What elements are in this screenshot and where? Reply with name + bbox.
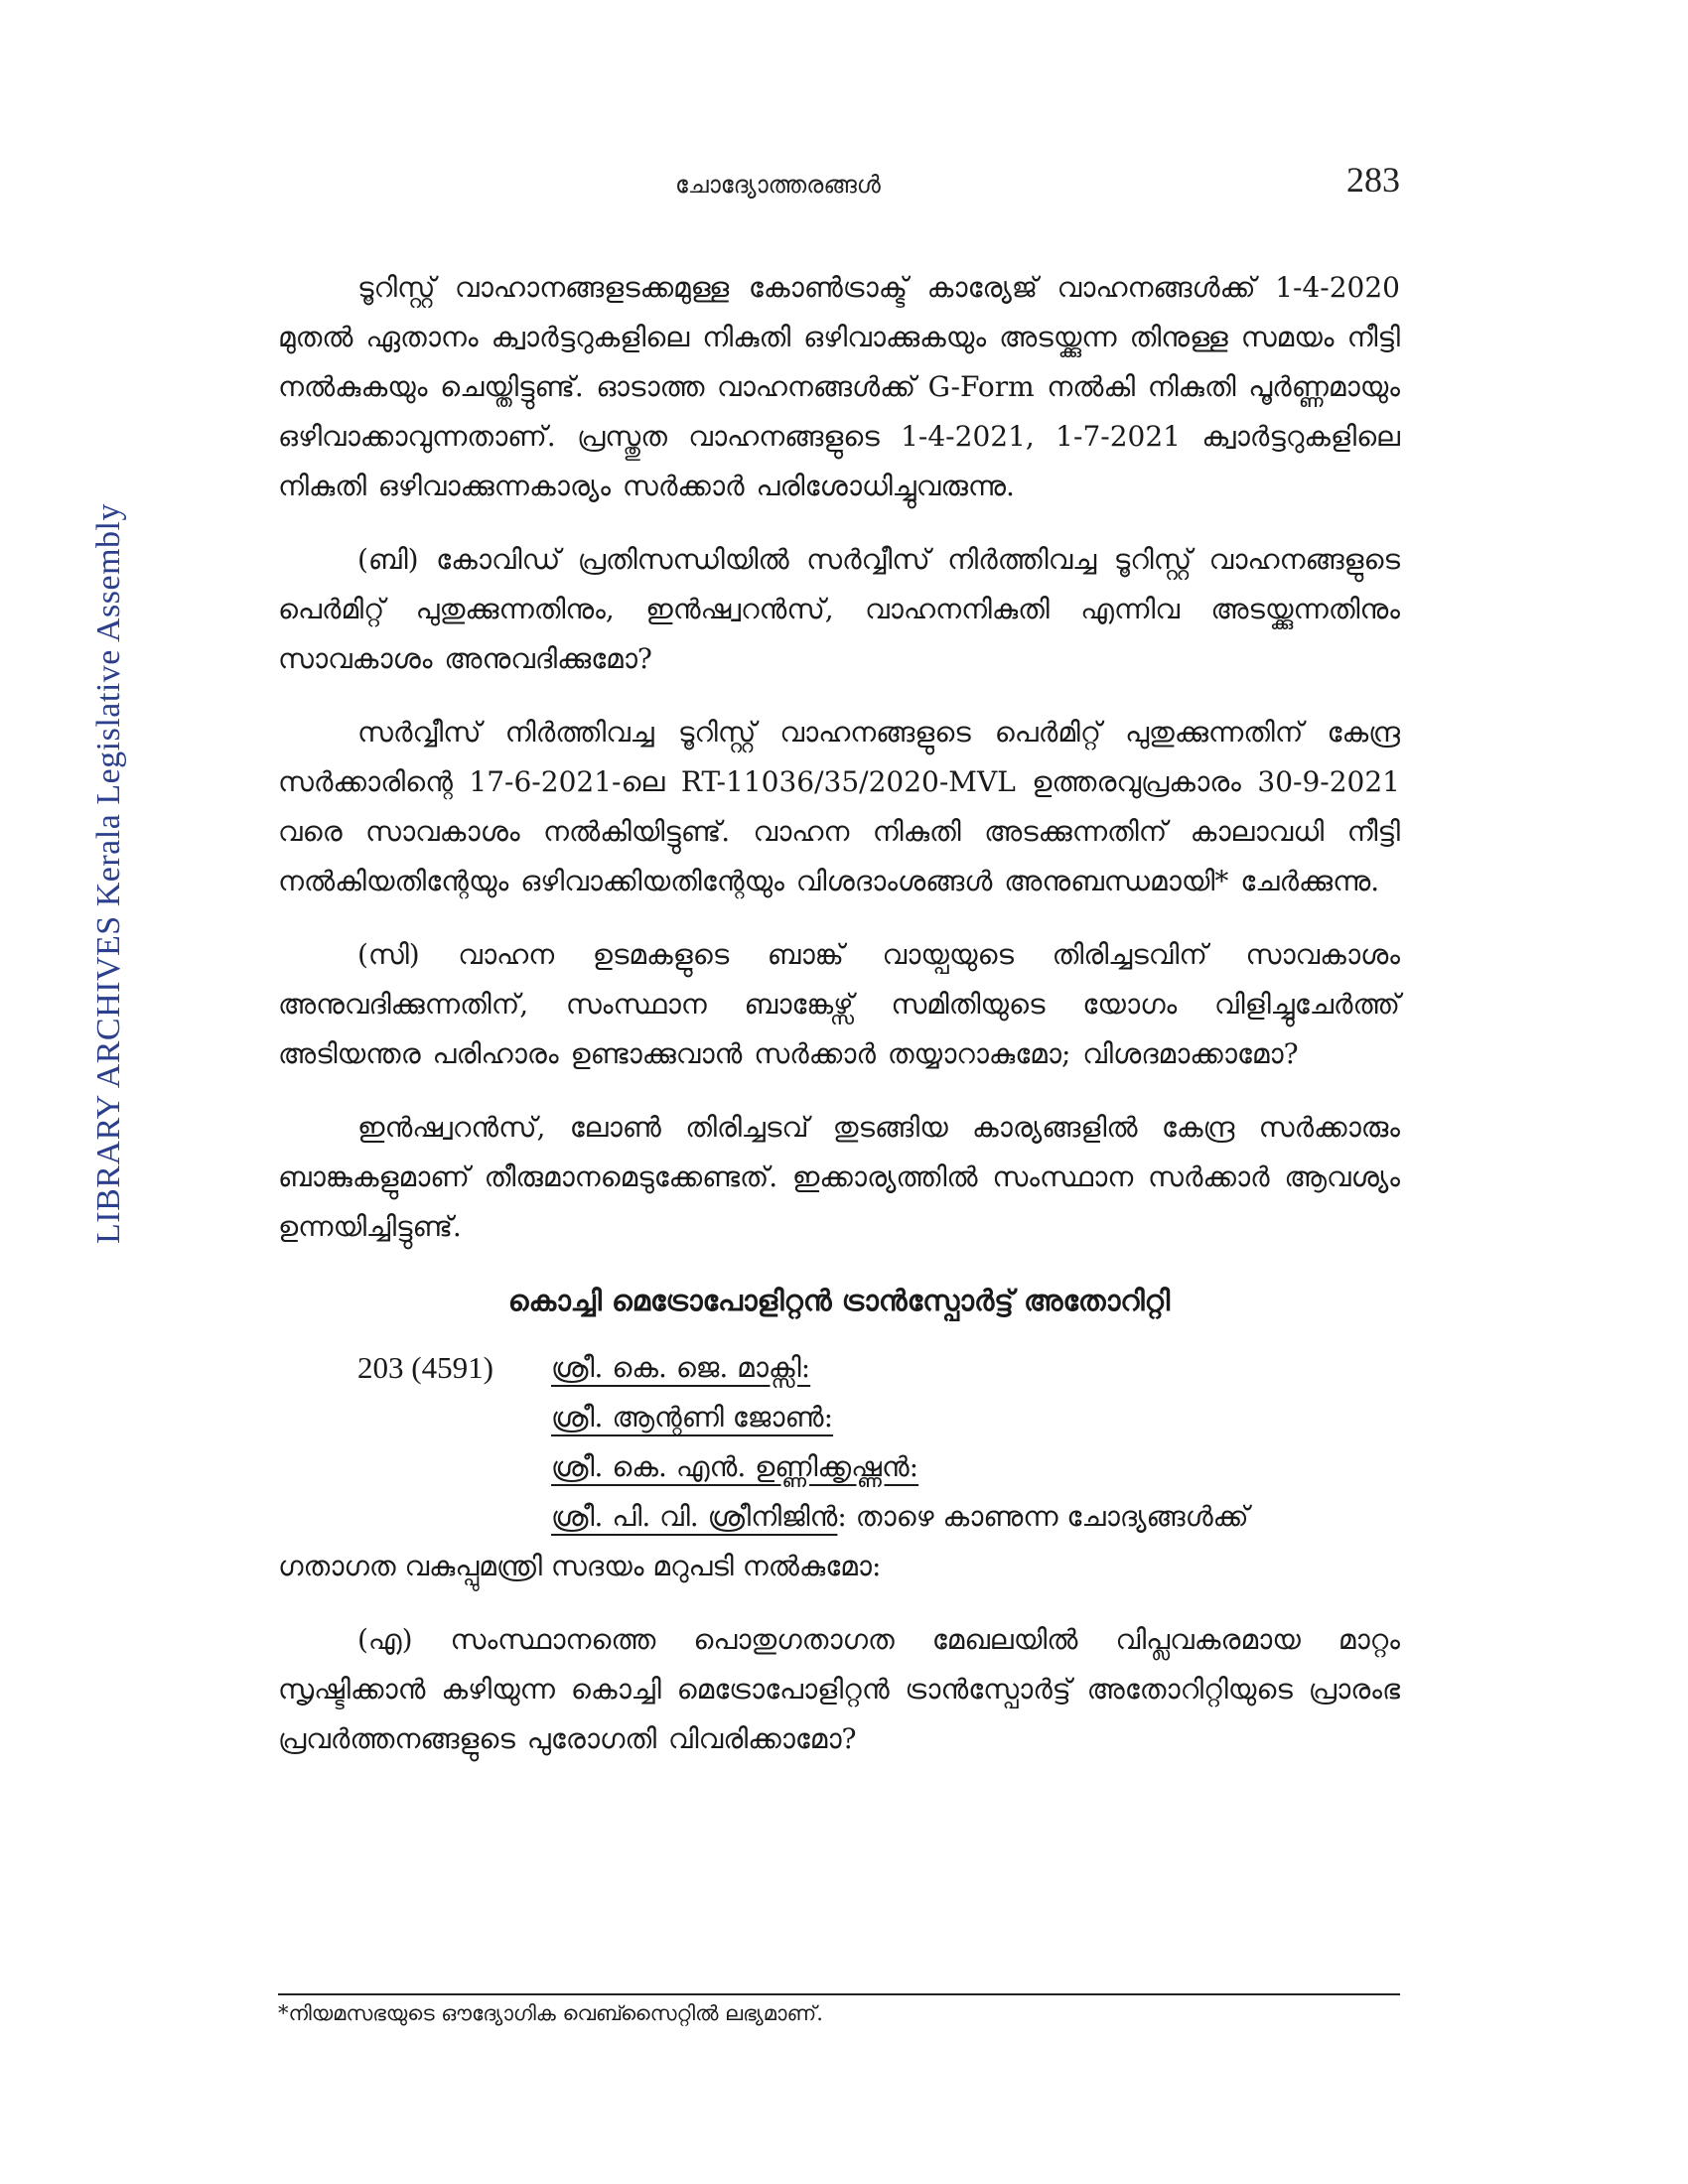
member-name: ശ്രീ. കെ. ജെ. മാക്സി:	[551, 1351, 811, 1384]
footnote-divider	[278, 1993, 1400, 1995]
library-archives-watermark: LIBRARY ARCHIVES Kerala Legislative Assembly	[90, 503, 127, 1245]
member-name: ശ്രീ. കെ. എൻ. ഉണ്ണിക്കൃഷ്ണൻ:	[551, 1450, 919, 1483]
section-heading: കൊച്ചി മെട്രോപോളിറ്റൻ ട്രാൻസ്പോർട്ട് അതോറിറ്റി	[507, 1284, 1171, 1317]
question-b-paragraph: (ബി) കോവിഡ് പ്രതിസന്ധിയിൽ സർവ്വീസ് നിർത്തിവച്ച ടൂറിസ്റ്റ് വാഹനങ്ങളുടെ പെർമിറ്റ് പുതുക്കുന്നതിനും, ഇൻഷ്വറൻസ്, വാഹനനികുതി എന്നിവ അടയ്ക്കുന്നതിനും സാവകാശം അനുവദിക്കുമോ?	[278, 543, 1400, 675]
question-number: 203 (4591)	[357, 1350, 493, 1385]
member-name: ശ്രീ. ആന്റണി ജോൺ:	[551, 1401, 834, 1433]
member-list	[551, 1343, 1400, 1542]
answer-paragraph-tax: ടൂറിസ്റ്റ് വാഹാനങ്ങളടക്കമുള്ള കോൺട്രാക്ട് കാര്യേജ് വാഹനങ്ങൾക്ക് 1-4-2020 മുതൽ ഏതാനം ക്വാർട്ടറുകളിലെ നികുതി ഒഴിവാക്കുകയും അടയ്ക്കുന്ന തിനുള്ള സമയം നീട്ടി നൽകുകയും ചെയ്തിട്ടുണ്ട്. ഓടാത്ത വാഹനങ്ങൾക്ക് G-Form നൽകി നികുതി പൂർണ്ണമായും ഒഴിവാക്കാവുന്നതാണ്. പ്രസ്തുത വാഹനങ്ങളുടെ 1-4-2021, 1-7-2021 ക്വാർട്ടറുകളിലെ നികുതി ഒഴിവാക്കുന്നകാര്യം സർക്കാർ പരിശോധിച്ചുവരുന്നു.	[278, 271, 1400, 502]
member-last-line	[551, 1492, 1400, 1542]
question-c-paragraph: (സി) വാഹന ഉടമകളുടെ ബാങ്ക് വായ്പയുടെ തിരിച്ചടവിന് സാവകാശം അനുവദിക്കുന്നതിന്, സംസ്ഥാന ബാങ്കേഴ്സ് സമിതിയുടെ യോഗം വിളിച്ചുചേർത്ത് അടിയന്തര പരിഹാരം ഉണ്ടാക്കുവാൻ സർക്കാർ തയ്യാറാകുമോ; വിശദമാക്കാമോ?	[278, 938, 1400, 1070]
answer-b-paragraph: സർവ്വീസ് നിർത്തിവച്ച ടൂറിസ്റ്റ് വാഹനങ്ങളുടെ പെർമിറ്റ് പുതുക്കുന്നതിന് കേന്ദ്ര സർക്കാരിന്റെ 17-6-2021-ലെ RT-11036/35/2020-MVL ഉത്തരവുപ്രകാരം 30-9-2021 വരെ സാവകാശം നൽകിയിട്ടുണ്ട്. വാഹന നികുതി അടക്കുന്നതിന് കാലാവധി നീട്ടി നൽകിയതിന്റേയും ഒഴിവാക്കിയതിന്റേയും വിശദാംശങ്ങൾ അനുബന്ധമായി* ചേർക്കുന്നു.	[278, 716, 1400, 897]
member-name: ശ്രീ. പി. വി. ശ്രീനിജിൻ	[551, 1500, 838, 1533]
question-continuation: ഗതാഗത വകുപ്പുമന്ത്രി സദയം മറുപടി നൽകുമോ:	[278, 1550, 882, 1582]
question-a-paragraph: (എ) സംസ്ഥാനത്തെ പൊതുഗതാഗത മേഖലയിൽ വിപ്ലവകരമായ മാറ്റം സൃഷ്ടിക്കാൻ കഴിയുന്ന കൊച്ചി മെട്രോപോളിറ്റൻ ട്രാൻസ്പോർട്ട് അതോറിറ്റിയുടെ പ്രാരംഭ പ്രവർത്തനങ്ങളുടെ പുരോഗതി വിവരിക്കാമോ?	[278, 1623, 1400, 1755]
answer-c-paragraph: ഇൻഷ്വറൻസ്, ലോൺ തിരിച്ചടവ് തുടങ്ങിയ കാര്യങ്ങളിൽ കേന്ദ്ര സർക്കാരും ബാങ്കുകളുമാണ് തീരുമാനമെടുക്കേണ്ടത്. ഇക്കാര്യത്തിൽ സംസ്ഥാന സർക്കാർ ആവശ്യം ഉന്നയിച്ചിട്ടുണ്ട്.	[278, 1111, 1401, 1243]
footnote: *നിയമസഭയുടെ ഔദ്യോഗിക വെബ്സൈറ്റിൽ ലഭ്യമാണ്.	[278, 2001, 823, 2025]
page-number: 283	[1346, 160, 1400, 200]
member-suffix: : താഴെ കാണുന്ന ചോദ്യങ്ങൾക്ക്	[837, 1500, 1249, 1533]
running-title: ചോദ്യോത്തരങ്ങൾ	[675, 171, 881, 199]
question-header	[357, 1343, 1400, 1542]
page-body	[278, 263, 1400, 1788]
